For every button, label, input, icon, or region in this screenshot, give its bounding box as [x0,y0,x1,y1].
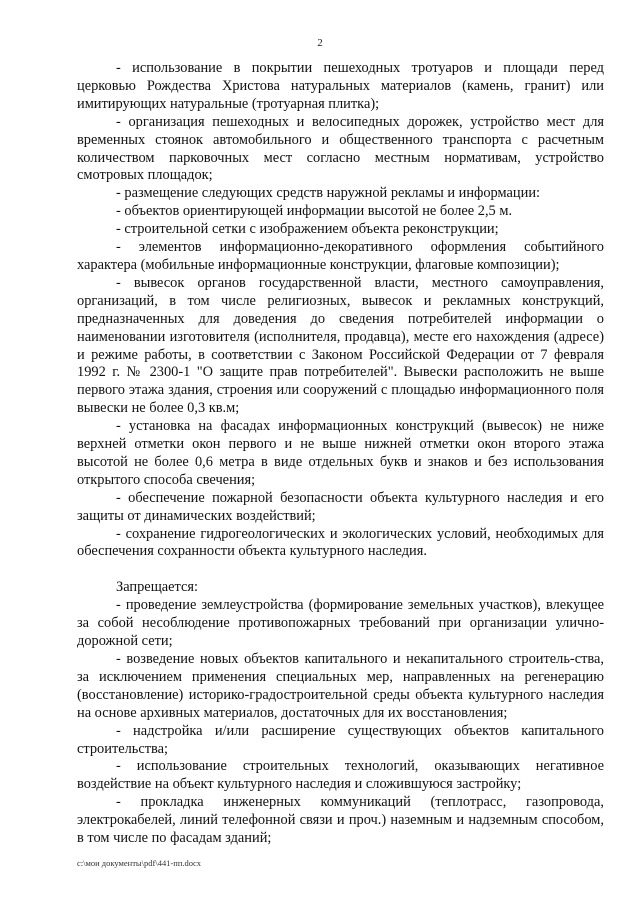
paragraph: - установка на фасадах информационных конструкций (вывесок) не ниже верхней отметки окон первого и не выше нижней отметки окон второго этажа высотой не более 0,6 метра в виде отдельных букв и знаков и без использования открытого способа свечения; [77,418,604,488]
footer-file-path: c:\мои документы\pdf\441-пп.docx [77,858,202,868]
paragraph: - надстройка и/или расширение существующих объектов капитального строительства; [77,722,604,757]
paragraph: - вывесок органов государственной власти, местного самоуправления, организаций, в том числе религиозных, вывесок и рекламных конструкций, предназначенных для доведения до сведения потребителей информации о наименовании изготовителя (исполнителя, продавца), месте его нахождения (адресе) и режиме работы, в соответствии с Законом Российской Федерации от 7 февраля 1992 г. № 2300-1 "О защите прав потребителей". Вывески расположить не выше первого этажа здания, строения или сооружений с площадью информационного поля вывески не более 0,3 кв.м; [77,274,604,417]
paragraph: - возведение новых объектов капитального и некапитального строитель-ства, за исключением применения специальных мер, направленных на регенерацию (восстановление) историко-градостроительной среды объекта культурного наследия на основе архивных материалов, достаточных для их восстановления; [77,651,604,721]
paragraph: - размещение следующих средств наружной рекламы и информации: [116,185,541,202]
paragraph: - элементов информационно-декоративного оформления событийного характера (мобильные информационные конструкции, флаговые композиции); [77,239,604,273]
paragraph: - объектов ориентирующей информации высотой не более 2,5 м. [116,203,513,220]
paragraph: - организация пешеходных и велосипедных дорожек, устройство мест для временных стоянок автомобильного и общественного транспорта с расчетным количеством парковочных мест согласно местным нормативам, устройство смотровых площадок; [77,113,604,184]
paragraph: - использование строительных технологий, оказывающих негативное воздействие на объект культурного наследия и сложившуюся застройку; [77,758,604,793]
section-heading: Запрещается: [116,579,199,596]
paragraph: - строительной сетки с изображением объекта реконструкции; [116,221,499,238]
paragraph: - проведение землеустройства (формирование земельных участков), влекущее за собой несоблюдение противопожарных требований при организации улично-дорожной сети; [77,597,604,650]
paragraph: - использование в покрытии пешеходных тротуаров и площади перед церковью Рождества Христова натуральных материалов (камень, гранит) или имитирующих натуральные (тротуарная плитка); [77,60,604,112]
document-body [77,60,604,848]
paragraph: - обеспечение пожарной безопасности объекта культурного наследия и его защиты от динамических воздействий; [77,489,604,524]
paragraph: - сохранение гидрогеологических и экологических условий, необходимых для обеспечения сохранности объекта культурного наследия. [77,525,604,560]
section-spacer [77,561,604,579]
paragraph: - прокладка инженерных коммуникаций (теплотрасс, газопровода, электрокабелей, линий телефонной связи и проч.) наземным и надземным способом, в том числе по фасадам зданий; [77,794,604,847]
page-number: 2 [317,37,323,49]
